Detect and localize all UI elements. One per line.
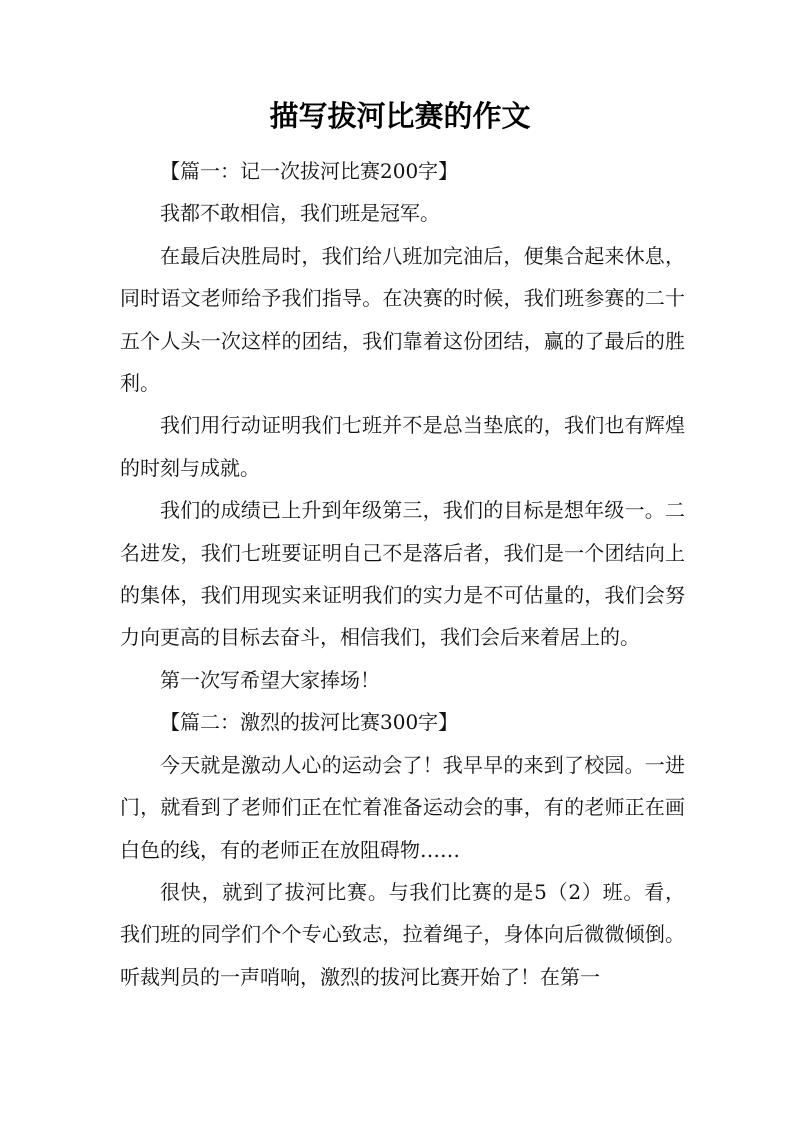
paragraph: 第一次写希望大家捧场！ [160,667,380,692]
section-heading-2: 【篇二：激烈的拔河比赛300字】 [160,710,459,735]
paragraph: 今天就是激动人心的运动会了！我早早的来到了校园。一进门，就看到了老师们正在忙着准备运动会的事，有的老师正在画白色的线，有的老师正在放阻碍物…… [120,752,685,862]
document-title: 描写拔河比赛的作文 [269,99,531,133]
paragraph: 我都不敢相信，我们班是冠军。 [160,201,440,226]
paragraph: 我们用行动证明我们七班并不是总当垫底的，我们也有辉煌的时刻与成就。 [120,413,685,480]
paragraph: 我们的成绩已上升到年级第三，我们的目标是想年级一。二名进发，我们七班要证明自己不是落后者，我们是一个团结向上的集体，我们用现实来证明我们的实力是不可估量的，我们会努力向更高的目标去奋斗，相信我们，我们会后来着居上的。 [120,498,685,650]
document-body [120,150,685,998]
paragraph: 在最后决胜局时，我们给八班加完油后，便集合起来休息，同时语文老师给予我们指导。在决赛的时候，我们班参赛的二十五个人头一次这样的团结，我们靠着这份团结，赢的了最后的胜利。 [120,243,685,396]
paragraph: 很快，就到了拔河比赛。与我们比赛的是5（2）班。看，我们班的同学们个个专心致志，拉着绳子，身体向后微微倾倒。听裁判员的一声哨响，激烈的拔河比赛开始了！在第一 [120,879,685,989]
section-heading-1: 【篇一：记一次拔河比赛200字】 [160,159,459,183]
